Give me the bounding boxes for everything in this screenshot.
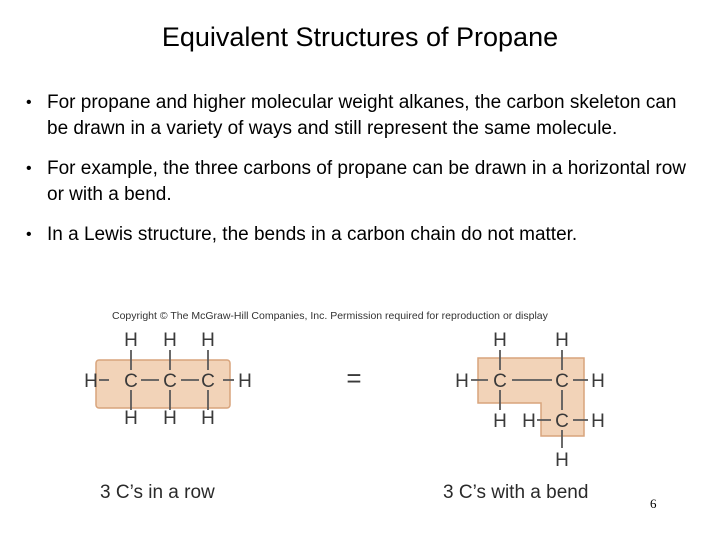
bend-h-middle-left: H [522, 411, 536, 432]
bend-c-1: C [493, 371, 507, 392]
bullet-dot-icon: • [26, 226, 32, 243]
equals-sign: = [346, 363, 362, 393]
bullet-text-1: For propane and higher molecular weight alkanes, the carbon skeleton can be drawn in a variety of ways and still represent the same molecule. [47, 92, 677, 139]
slide-title: Equivalent Structures of Propane [161, 22, 559, 52]
caption-bend: 3 C’s with a bend [443, 482, 589, 503]
bend-h-bottom-1: H [493, 411, 507, 432]
bend-h-top-2: H [555, 330, 569, 351]
bullet-item-2 [26, 156, 696, 208]
bend-h-right-2: H [591, 411, 605, 432]
row-c-1: C [124, 371, 138, 392]
row-h-bottom-3: H [201, 408, 215, 429]
bend-c-2: C [555, 371, 569, 392]
bullet-item-3 [26, 222, 696, 248]
row-h-bottom-1: H [124, 408, 138, 429]
row-h-top-1: H [124, 330, 138, 351]
row-h-left: H [84, 371, 98, 392]
page-number: 6 [650, 496, 657, 511]
bullet-dot-icon: • [26, 160, 32, 177]
bend-h-left: H [455, 371, 469, 392]
bend-h-bottom-2: H [555, 450, 569, 471]
row-h-bottom-2: H [163, 408, 177, 429]
row-h-top-3: H [201, 330, 215, 351]
bend-h-right-1: H [591, 371, 605, 392]
row-h-right: H [238, 371, 252, 392]
copyright-notice: Copyright © The McGraw-Hill Companies, Inc. Permission required for reproduction or display [112, 310, 548, 322]
structure-diagram [76, 306, 676, 516]
bend-h-top-1: H [493, 330, 507, 351]
row-c-3: C [201, 371, 215, 392]
bullet-list [26, 90, 696, 262]
row-c-2: C [163, 371, 177, 392]
caption-row: 3 C’s in a row [100, 482, 215, 503]
bullet-text-3: In a Lewis structure, the bends in a carbon chain do not matter. [47, 224, 578, 245]
row-h-top-2: H [163, 330, 177, 351]
bend-c-3: C [555, 411, 569, 432]
propane-figure [76, 306, 676, 516]
bullet-item-1 [26, 90, 696, 142]
bullet-dot-icon: • [26, 94, 32, 111]
bullet-text-2: For example, the three carbons of propane can be drawn in a horizontal row or with a bend. [47, 158, 686, 205]
